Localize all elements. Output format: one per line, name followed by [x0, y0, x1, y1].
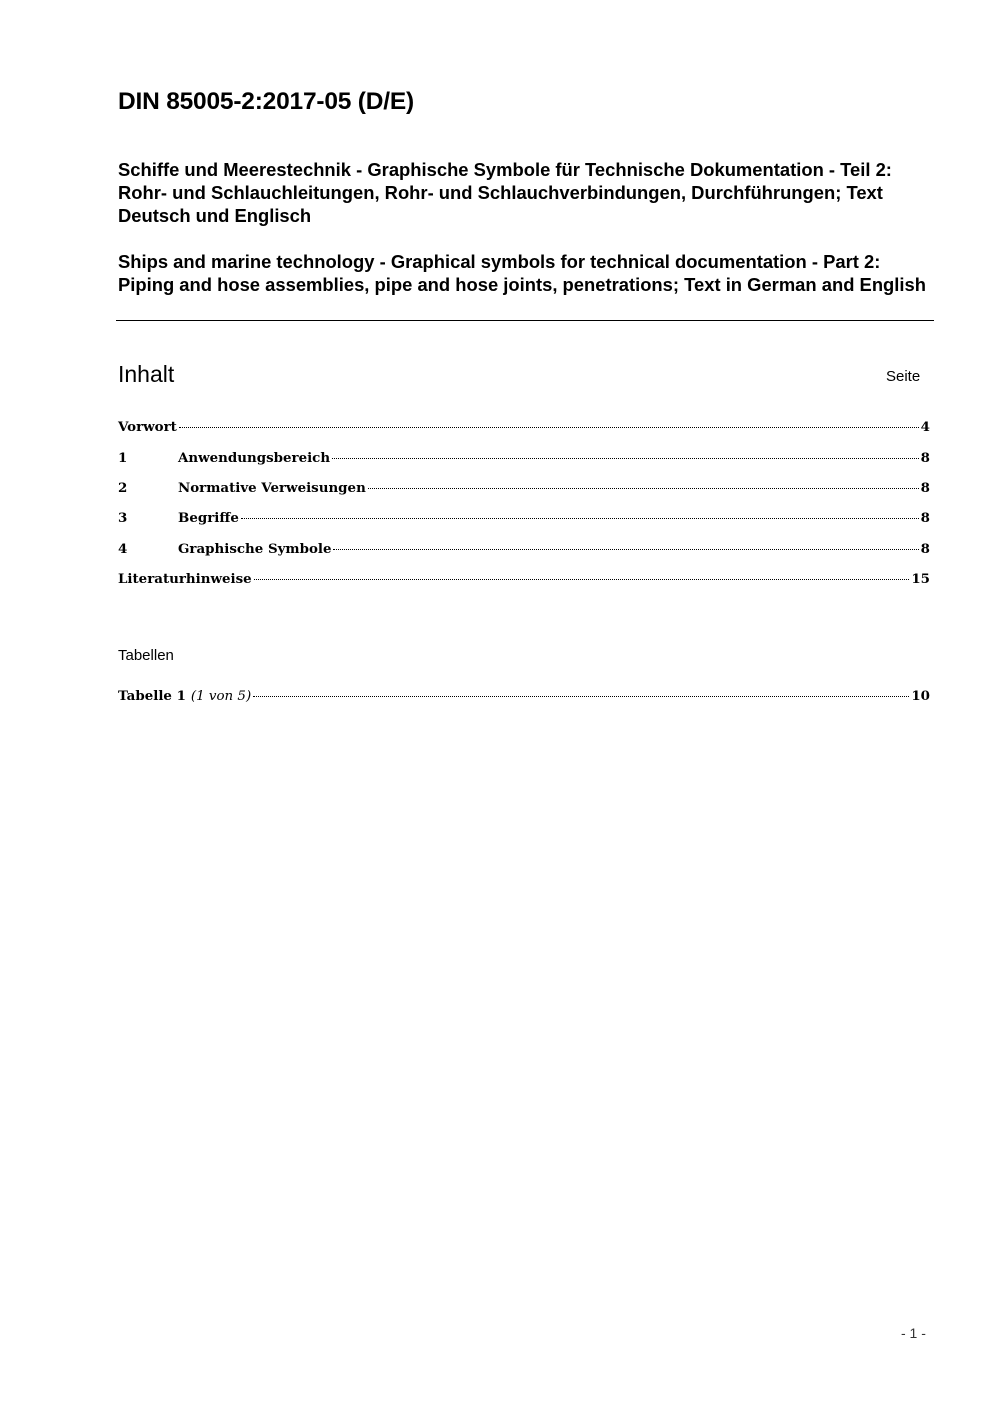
toc-page-column-label: Seite — [886, 368, 921, 385]
toc-entry-number: 1 — [118, 450, 128, 466]
tables-heading: Tabellen — [118, 647, 174, 664]
table-entry-page: 10 — [911, 688, 930, 704]
table-entry-label: Tabelle 1 — [118, 688, 186, 704]
toc-entry-label: Graphische Symbole — [178, 541, 332, 557]
page-number: - 1 - — [901, 1325, 926, 1341]
toc-entry-label: Begriffe — [178, 510, 239, 526]
toc-entry-label: Literaturhinweise — [118, 571, 252, 587]
toc-entry-page: 4 — [920, 419, 930, 435]
toc-entry-number: 2 — [118, 480, 128, 496]
toc-entry-vorwort[interactable] — [118, 419, 930, 435]
toc-entry-label: Normative Verweisungen — [178, 480, 366, 496]
toc-leader-dots — [333, 549, 918, 550]
toc-leader-dots — [241, 518, 919, 519]
toc-leader-dots — [253, 696, 909, 697]
toc-entry-page: 15 — [911, 571, 930, 587]
toc-entry-page: 8 — [920, 480, 930, 496]
toc-entry-label: Anwendungsbereich — [178, 450, 331, 466]
document-id: DIN 85005-2:2017-05 (D/E) — [118, 88, 414, 115]
title-divider — [116, 320, 934, 321]
toc-entry-number: 4 — [118, 541, 128, 557]
toc-entry-1[interactable] — [118, 450, 930, 466]
toc-leader-dots — [332, 458, 919, 459]
toc-entry-page: 8 — [920, 541, 930, 557]
toc-heading: Inhalt — [118, 361, 175, 387]
toc-entry-page: 8 — [920, 510, 930, 526]
toc-entry-literaturhinweise[interactable] — [118, 571, 930, 587]
title-german: Schiffe und Meerestechnik - Graphische Symbole für Technische Dokumentation - Teil 2: Rohr- und Schlauchleitungen, Rohr- und Schlauchverbindungen, Durchführungen; Text Deutsch und Englisch — [118, 159, 892, 226]
toc-leader-dots — [368, 488, 919, 489]
toc-leader-dots — [179, 427, 919, 428]
toc-entry-2[interactable] — [118, 480, 930, 496]
toc-entry-3[interactable] — [118, 510, 930, 526]
toc-entry-4[interactable] — [118, 541, 930, 557]
toc-entry-label: Vorwort — [118, 419, 177, 435]
title-english: Ships and marine technology - Graphical symbols for technical documentation - Part 2: Piping and hose assemblies, pipe and hose joints, penetrations; Text in German and English — [118, 251, 926, 295]
table-entry-1[interactable] — [118, 688, 930, 704]
table-entry-subtitle: (1 von 5) — [190, 689, 252, 704]
toc-entry-number: 3 — [118, 510, 128, 526]
toc-leader-dots — [254, 579, 910, 580]
toc-entry-page: 8 — [920, 450, 930, 466]
